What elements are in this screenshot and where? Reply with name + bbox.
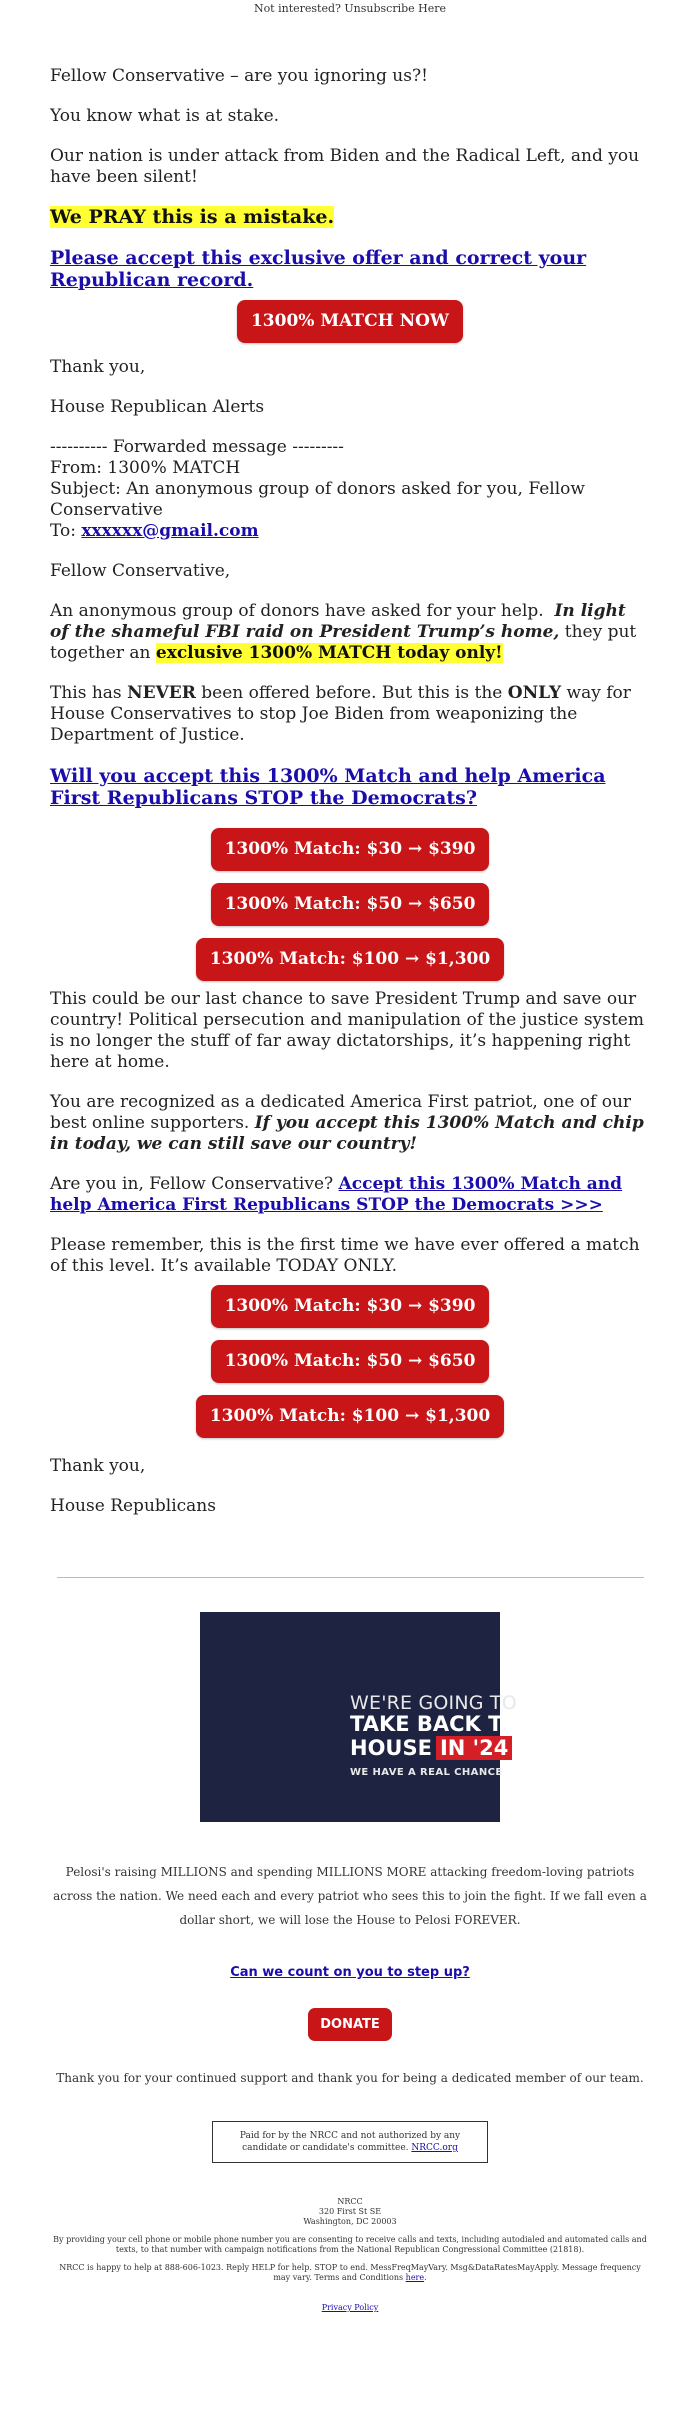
never-paragraph <box>50 683 650 746</box>
help-text: NRCC is happy to help at 888-606-1023. Reply HELP for help. STOP to end. MessFreqMayVary. Msg&DataRatesMayApply. Message frequency may vary. Terms and Conditions here. <box>59 2263 641 2282</box>
unsubscribe-bar <box>0 0 700 32</box>
donors-paragraph <box>50 601 650 664</box>
forward-to-email[interactable]: xxxxxx@gmail.com <box>81 521 259 541</box>
alerts-signature: House Republican Alerts <box>50 397 265 417</box>
match-now-row <box>50 300 650 343</box>
house-republicans-signature: House Republicans <box>50 1496 216 1516</box>
take-back-house-banner[interactable] <box>200 1612 535 1822</box>
never-text-2: been offered before. But this is the <box>195 683 508 703</box>
mailing-address <box>0 2197 700 2227</box>
accept-match-link-2[interactable]: Accept this 1300% Match and help America First Republicans STOP the Democrats >>> <box>50 1174 623 1215</box>
privacy-policy-link[interactable]: Privacy Policy <box>321 2303 379 2312</box>
forward-divider: ---------- Forwarded message --------- <box>50 437 344 457</box>
forward-from: From: 1300% MATCH <box>50 458 241 478</box>
count-on-you-row <box>0 1965 700 1980</box>
banner-line-1: WE'RE GOING TO <box>350 1692 517 1714</box>
match-50-button-2[interactable]: 1300% Match: $50 → $650 <box>211 1340 490 1383</box>
footer-divider <box>57 1577 644 1578</box>
pray-highlight: We PRAY this is a mistake. <box>50 206 335 228</box>
forwarded-header <box>50 437 650 542</box>
match-30-button[interactable]: 1300% Match: $30 → $390 <box>211 828 490 871</box>
footer-thanks: Thank you for your continued support and thank you for being a dedicated member of our team. <box>56 2071 644 2085</box>
donate-row-30 <box>50 828 650 871</box>
forward-subject: Subject: An anonymous group of donors asked for you, Fellow Conservative <box>50 479 585 520</box>
thank-you-line-2: Thank you, <box>50 1456 146 1476</box>
donate-row-100-b <box>50 1395 650 1438</box>
last-chance-paragraph: This could be our last chance to save President Trump and save our country! Political persecution and manipulation of the justice system is no longer the stuff of far away dictatorships, it’s happening right here at home. <box>50 989 644 1072</box>
are-you-in-text: Are you in, Fellow Conservative? <box>50 1174 339 1194</box>
fbi-raid-text: In light of the shameful FBI raid on President Trump’s home, <box>50 601 626 642</box>
banner-year: IN '24 <box>436 1736 512 1760</box>
accept-match-link[interactable]: Will you accept this 1300% Match and help America First Republicans STOP the Democrats? <box>50 765 606 809</box>
never-text-1: This has <box>50 683 128 703</box>
nrcc-link[interactable]: NRCC.org <box>411 2143 458 2153</box>
donate-row-50-b <box>50 1340 650 1383</box>
footer-donate-row <box>0 2008 700 2041</box>
never-bold: NEVER <box>127 683 196 703</box>
help-text-body: NRCC is happy to help at 888-606-1023. Reply HELP for help. STOP to end. MessFreqMayVary. Msg&DataRatesMayApply. Message frequency may vary. Terms and Conditions <box>59 2263 641 2282</box>
attack-paragraph: Our nation is under attack from Biden and the Radical Left, and you have been silent! <box>50 146 640 187</box>
remember-paragraph: Please remember, this is the first time we have ever offered a match of this level. It’s available TODAY ONLY. <box>50 1235 640 1276</box>
email-body <box>0 32 700 1517</box>
match-100-button[interactable]: 1300% Match: $100 → $1,300 <box>196 938 504 981</box>
count-on-you-link[interactable]: Can we count on you to step up? <box>230 1965 470 1980</box>
unsubscribe-link[interactable]: Not interested? Unsubscribe Here <box>253 2 447 15</box>
match-now-button[interactable]: 1300% MATCH NOW <box>237 300 463 343</box>
pelosi-paragraph: Pelosi's raising MILLIONS and spending MILLIONS MORE attacking freedom-loving patriots across the nation. We need each and every patriot who sees this to join the fight. If we fall even a dollar short, we will lose the House to Pelosi FOREVER. <box>53 1865 647 1927</box>
exclusive-match-highlight: exclusive 1300% MATCH today only! <box>155 643 503 663</box>
patriot-text: You are recognized as a dedicated America First patriot, one of our best online supporters. <box>50 1092 632 1133</box>
sms-consent-text: By providing your cell phone or mobile phone number you are consenting to receive calls and texts, including autodialed and automated calls and texts, to that number with campaign notifications from the National Republican Congressional Committee (21818). <box>53 2235 647 2254</box>
stakes-line: You know what is at stake. <box>50 106 280 126</box>
patriot-emphasis: If you accept this 1300% Match and chip in today, we can still save our country! <box>50 1113 644 1154</box>
banner-house: HOUSE <box>350 1736 432 1760</box>
opening-line: Fellow Conservative – are you ignoring us?! <box>50 66 428 86</box>
banner-line-4: WE HAVE A REAL CHANCE <box>350 1767 503 1778</box>
privacy-row <box>0 2303 700 2312</box>
only-bold: ONLY <box>507 683 562 703</box>
forward-to <box>50 521 650 542</box>
banner-line-2: TAKE BACK THE <box>350 1712 535 1736</box>
address-city: Washington, DC 20003 <box>303 2217 397 2226</box>
donors-text: An anonymous group of donors have asked for your help. <box>50 601 544 621</box>
pray-line <box>50 207 650 228</box>
donors-text-2: they put together an <box>50 622 637 663</box>
paid-for-text: Paid for by the NRCC and not authorized by any candidate or candidate's committee. <box>239 2131 461 2153</box>
match-50-button[interactable]: 1300% Match: $50 → $650 <box>211 883 490 926</box>
greeting-line: Fellow Conservative, <box>50 561 231 581</box>
never-text-3: way for House Conservatives to stop Joe Biden from weaponizing the Department of Justice. <box>50 683 631 745</box>
offer-paragraph <box>50 247 650 291</box>
address-street: 320 First St SE <box>318 2207 382 2216</box>
banner-line-3 <box>350 1736 512 1760</box>
paid-for-box <box>212 2121 488 2163</box>
forward-to-label: To: <box>50 521 76 541</box>
offer-link[interactable]: Please accept this exclusive offer and correct your Republican record. <box>50 247 587 291</box>
terms-link[interactable]: here <box>405 2273 425 2282</box>
match-30-button-2[interactable]: 1300% Match: $30 → $390 <box>211 1285 490 1328</box>
donate-row-100 <box>50 938 650 981</box>
are-you-in-paragraph <box>50 1174 650 1216</box>
thank-you-line: Thank you, <box>50 357 146 377</box>
address-org: NRCC <box>337 2197 363 2206</box>
patriot-paragraph <box>50 1092 650 1155</box>
donate-row-30-b <box>50 1285 650 1328</box>
accept-paragraph <box>50 765 650 809</box>
match-100-button-2[interactable]: 1300% Match: $100 → $1,300 <box>196 1395 504 1438</box>
donate-row-50 <box>50 883 650 926</box>
donate-button[interactable]: DONATE <box>308 2008 392 2041</box>
